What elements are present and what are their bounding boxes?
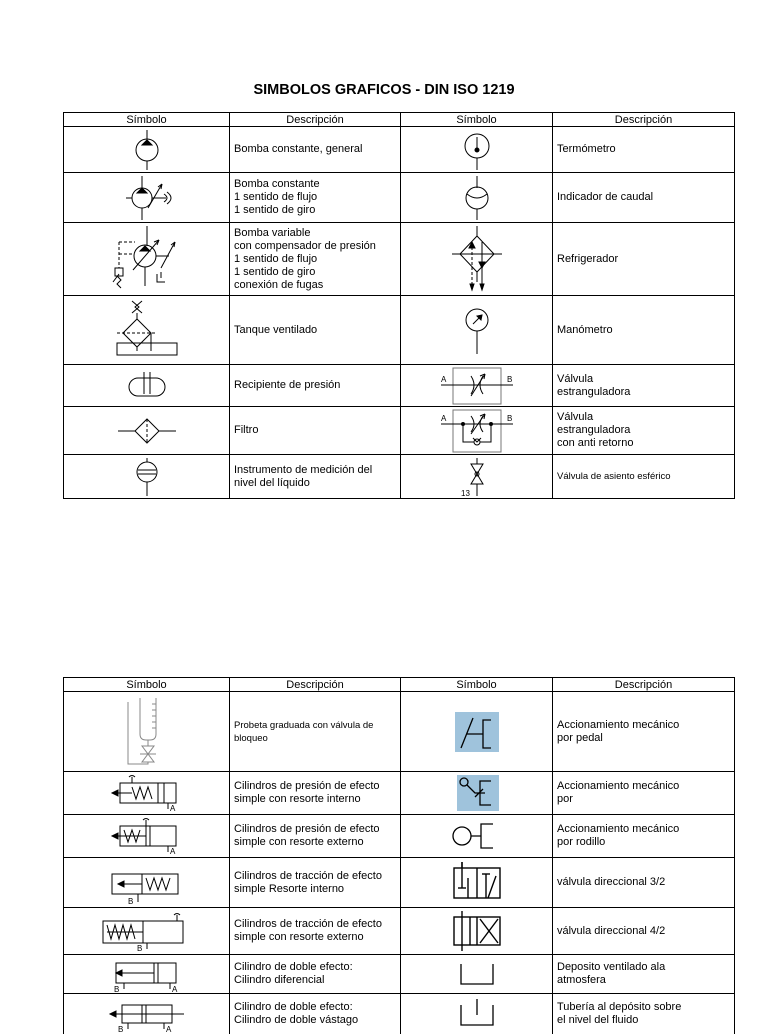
description-cell: Termómetro	[553, 127, 735, 173]
port-label-b: B	[127, 896, 133, 906]
header-symbol: Símbolo	[401, 678, 553, 692]
description-cell: Cilindro de doble efecto: Cilindro diferencial	[230, 955, 401, 994]
throttle-check-valve-symbol	[401, 407, 553, 455]
description-cell: Bomba constante 1 sentido de flujo 1 sentido de giro	[230, 173, 401, 223]
header-symbol: Símbolo	[64, 678, 230, 692]
single-acting-cylinder-internal-spring-symbol	[64, 772, 230, 815]
description-cell: Válvula estranguladora con anti retorno	[553, 407, 735, 455]
filter-symbol	[64, 407, 230, 455]
constant-pump-symbol	[64, 127, 230, 173]
description-cell: Cilindro de doble efecto: Cilindro de doble vástago	[230, 994, 401, 1034]
table-row	[64, 223, 735, 296]
description-cell: Accionamiento mecánico por	[553, 772, 735, 815]
description-cell: válvula direccional 4/2	[553, 908, 735, 955]
description-cell: Válvula estranguladora	[553, 365, 735, 407]
port-label-b: B	[136, 944, 142, 953]
table-row	[64, 173, 735, 223]
pressure-vessel-symbol	[64, 365, 230, 407]
double-acting-cylinder-differential-symbol	[64, 955, 230, 994]
description-cell: Tubería al depósito sobre el nivel del fluido	[553, 994, 735, 1034]
header-description: Descripción	[230, 678, 401, 692]
pressure-gauge-symbol	[401, 296, 553, 365]
table-header-row	[64, 113, 735, 127]
port-label-b: B	[506, 413, 512, 423]
table-row	[64, 815, 735, 858]
table-row	[64, 858, 735, 908]
double-acting-cylinder-double-rod-symbol	[64, 994, 230, 1034]
header-description: Descripción	[553, 678, 735, 692]
header-symbol: Símbolo	[401, 113, 553, 127]
table-row	[64, 296, 735, 365]
header-symbol: Símbolo	[64, 113, 230, 127]
port-label-a: A	[440, 413, 446, 423]
description-cell: Cilindros de presión de efecto simple con resorte interno	[230, 772, 401, 815]
traction-cylinder-external-spring-symbol	[64, 908, 230, 955]
table-row	[64, 365, 735, 407]
symbols-table-2	[63, 677, 735, 1034]
description-cell: Cilindros de presión de efecto simple con resorte externo	[230, 815, 401, 858]
variable-pump-compensator-symbol	[64, 223, 230, 296]
mechanical-actuation-symbol	[401, 772, 553, 815]
description-cell: Refrigerador	[553, 223, 735, 296]
table-row	[64, 455, 735, 499]
valve-number: 13	[460, 488, 470, 498]
description-cell: Bomba constante, general	[230, 127, 401, 173]
pipe-above-fluid-level-symbol	[401, 994, 553, 1034]
thermometer-symbol	[401, 127, 553, 173]
flow-indicator-symbol	[401, 173, 553, 223]
port-label-b: B	[506, 374, 512, 384]
description-cell: Cilindros de tracción de efecto simple con resorte externo	[230, 908, 401, 955]
single-acting-cylinder-external-spring-symbol	[64, 815, 230, 858]
table-row	[64, 955, 735, 994]
description-cell: válvula direccional 3/2	[553, 858, 735, 908]
description-cell: Instrumento de medición del nivel del líquido	[230, 455, 401, 499]
header-description: Descripción	[553, 113, 735, 127]
description-cell: Deposito ventilado ala atmosfera	[553, 955, 735, 994]
valve-4-2-symbol	[401, 908, 553, 955]
traction-cylinder-internal-spring-symbol	[64, 858, 230, 908]
table-row	[64, 692, 735, 772]
graduated-cylinder-symbol	[64, 692, 230, 772]
table-row	[64, 908, 735, 955]
header-description: Descripción	[230, 113, 401, 127]
description-cell: Manómetro	[553, 296, 735, 365]
description-cell: Accionamiento mecánico por rodillo	[553, 815, 735, 858]
port-label-a: A	[165, 1024, 171, 1033]
throttle-valve-symbol	[401, 365, 553, 407]
description-cell: Indicador de caudal	[553, 173, 735, 223]
cooler-symbol	[401, 223, 553, 296]
constant-pump-one-direction-symbol	[64, 173, 230, 223]
table-header-row	[64, 678, 735, 692]
description-cell: Recipiente de presión	[230, 365, 401, 407]
description-cell: Válvula de asiento esférico	[553, 455, 735, 499]
ball-seat-valve-symbol	[401, 455, 553, 499]
roller-actuation-symbol	[401, 815, 553, 858]
port-label-a: A	[440, 374, 446, 384]
valve-3-2-symbol	[401, 858, 553, 908]
description-cell: Bomba variable con compensador de presión 1 sentido de flujo 1 sentido de giro conexión de fugas	[230, 223, 401, 296]
vented-reservoir-symbol	[401, 955, 553, 994]
table-row	[64, 772, 735, 815]
description-cell: Tanque ventilado	[230, 296, 401, 365]
description-cell: Accionamiento mecánico por pedal	[553, 692, 735, 772]
port-label-b: B	[117, 1024, 123, 1033]
pedal-actuation-symbol	[401, 692, 553, 772]
page-title: SIMBOLOS GRAFICOS - DIN ISO 1219	[253, 82, 515, 98]
table-row	[64, 127, 735, 173]
description-cell: Probeta graduada con válvula de bloqueo	[230, 692, 401, 772]
port-label-a: A	[169, 804, 175, 813]
description-cell: Cilindros de tracción de efecto simple Resorte interno	[230, 858, 401, 908]
vented-tank-symbol	[64, 296, 230, 365]
port-label-b: B	[113, 985, 119, 993]
description-cell: Filtro	[230, 407, 401, 455]
table-row	[64, 407, 735, 455]
port-label-a: A	[169, 847, 175, 856]
table-row	[64, 994, 735, 1034]
port-label-a: A	[171, 985, 177, 993]
liquid-level-gauge-symbol	[64, 455, 230, 499]
symbols-table-1	[63, 112, 735, 499]
